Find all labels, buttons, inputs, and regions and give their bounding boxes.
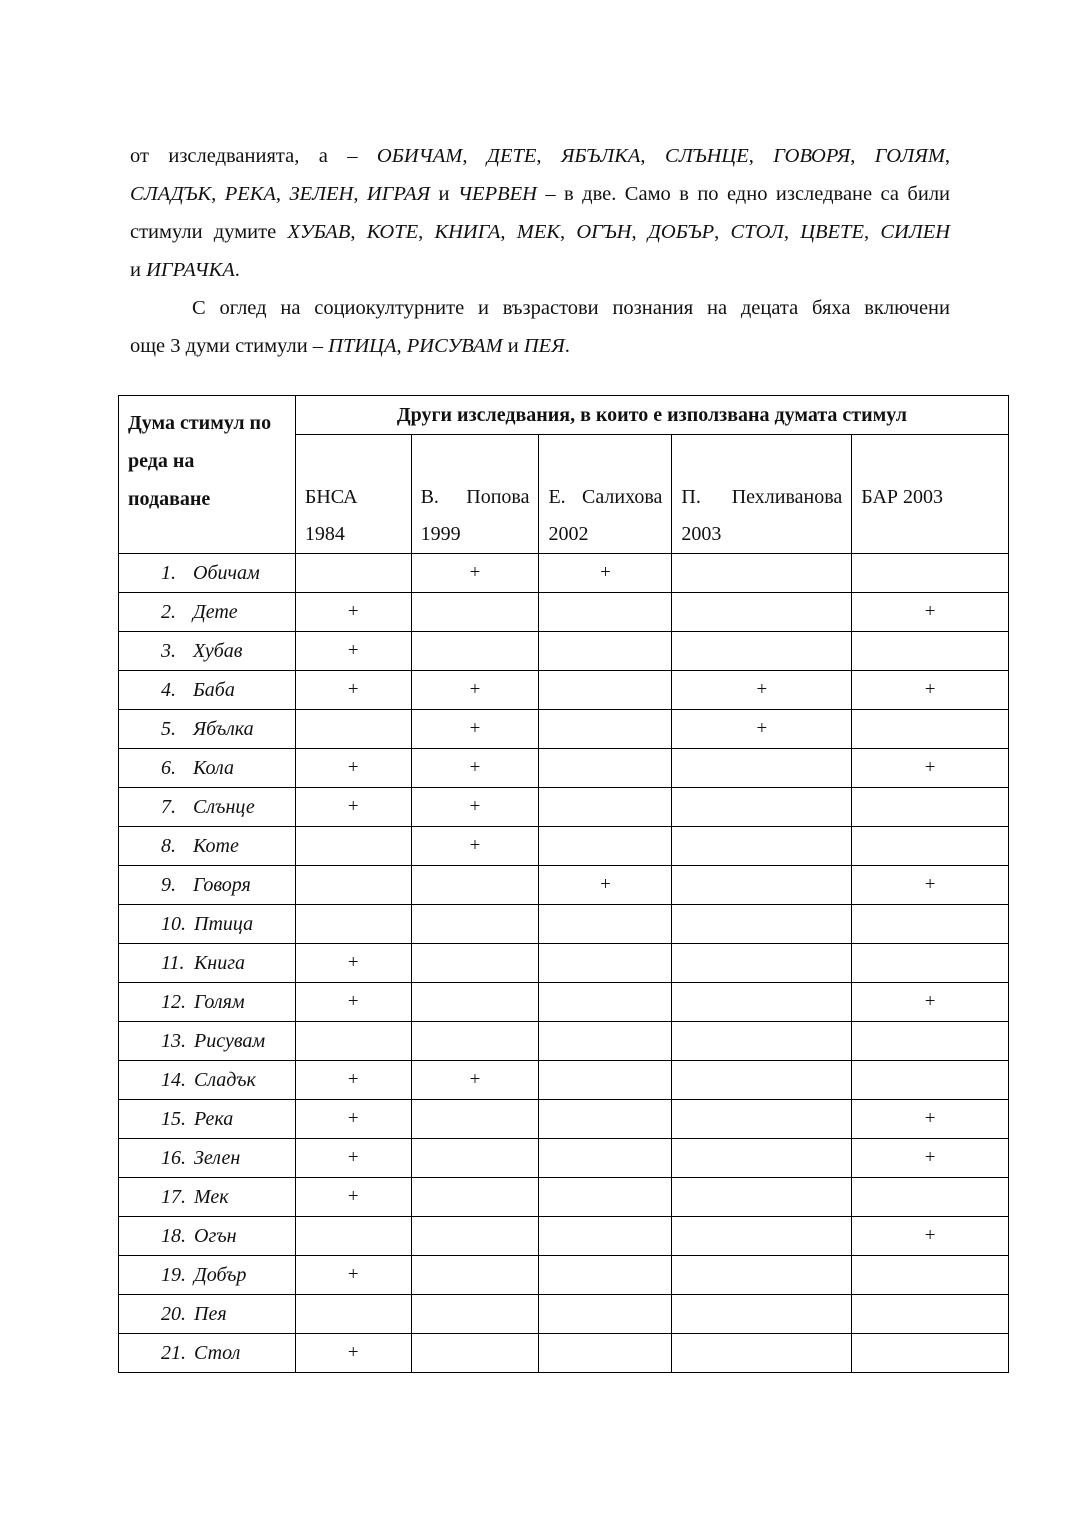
table-row xyxy=(119,1217,1009,1256)
usage-mark-cell: + xyxy=(539,866,672,905)
table-header-row xyxy=(119,396,1009,435)
stimulus-word-cell xyxy=(119,983,296,1022)
stimulus-word-cell xyxy=(119,1061,296,1100)
table-row xyxy=(119,554,1009,593)
italic-word: ХУБАВ xyxy=(287,221,351,243)
text-run: , xyxy=(640,145,665,167)
usage-mark-cell: + xyxy=(411,671,539,710)
empty-cell xyxy=(852,710,1009,749)
stimulus-word: Кола xyxy=(193,756,234,779)
empty-cell xyxy=(411,944,539,983)
header-line: реда на xyxy=(128,450,195,472)
text-run: и xyxy=(430,183,458,205)
italic-word: ГОВОРЯ xyxy=(773,145,851,167)
empty-cell xyxy=(295,1295,411,1334)
text-run: , xyxy=(850,145,875,167)
table-row xyxy=(119,749,1009,788)
stimulus-word: Хубав xyxy=(193,639,243,662)
usage-mark-cell: + xyxy=(852,593,1009,632)
table-row xyxy=(119,905,1009,944)
stimulus-word-cell xyxy=(119,710,296,749)
stimulus-word-cell xyxy=(119,827,296,866)
table-row xyxy=(119,632,1009,671)
empty-cell xyxy=(539,1217,672,1256)
italic-word: КОТЕ xyxy=(366,221,419,243)
empty-cell xyxy=(539,1100,672,1139)
row-number: 16. xyxy=(161,1146,186,1169)
stimulus-word: Сладък xyxy=(194,1068,256,1091)
italic-word: ГОЛЯМ xyxy=(874,145,945,167)
column-header-source xyxy=(539,435,672,554)
empty-cell xyxy=(411,905,539,944)
italic-word: СИЛЕН xyxy=(880,221,951,243)
source-year: 1984 xyxy=(304,523,345,545)
text-run: , xyxy=(353,183,367,205)
text-run: , xyxy=(559,221,577,243)
empty-cell xyxy=(672,593,852,632)
italic-word: ЗЕЛЕН xyxy=(289,183,354,205)
table-row xyxy=(119,671,1009,710)
header-line: подаване xyxy=(128,488,211,510)
empty-cell xyxy=(852,554,1009,593)
text-run: , xyxy=(536,145,561,167)
empty-cell xyxy=(672,866,852,905)
stimulus-word-cell xyxy=(119,1256,296,1295)
text-run: , xyxy=(500,221,517,243)
empty-cell xyxy=(852,1022,1009,1061)
text-run: , xyxy=(462,145,487,167)
usage-mark-cell: + xyxy=(672,710,852,749)
text-run: С оглед на социокултурните и възрастови познания на децата бяха включени xyxy=(192,297,950,319)
empty-cell xyxy=(295,827,411,866)
usage-mark-cell: + xyxy=(852,1139,1009,1178)
empty-cell xyxy=(539,944,672,983)
column-header-word xyxy=(119,396,296,554)
usage-mark-cell: + xyxy=(295,788,411,827)
usage-mark-cell: + xyxy=(295,1100,411,1139)
row-number: 10. xyxy=(161,912,186,935)
empty-cell xyxy=(411,1139,539,1178)
empty-cell xyxy=(672,554,852,593)
table-row xyxy=(119,827,1009,866)
empty-cell xyxy=(852,905,1009,944)
usage-mark-cell: + xyxy=(295,944,411,983)
source-name: В. Попова xyxy=(420,486,530,508)
italic-word: ИГРАЯ xyxy=(366,183,431,205)
row-number: 21. xyxy=(161,1341,186,1364)
empty-cell xyxy=(411,1295,539,1334)
stimulus-word: Коте xyxy=(193,834,239,857)
stimulus-word: Слънце xyxy=(193,795,255,818)
empty-cell xyxy=(852,788,1009,827)
empty-cell xyxy=(672,1217,852,1256)
empty-cell xyxy=(295,1022,411,1061)
table-row xyxy=(119,788,1009,827)
text-run: . xyxy=(564,335,570,357)
row-number: 14. xyxy=(161,1068,186,1091)
empty-cell xyxy=(411,866,539,905)
empty-cell xyxy=(672,632,852,671)
usage-mark-cell: + xyxy=(852,866,1009,905)
empty-cell xyxy=(295,866,411,905)
italic-word: РЕКА xyxy=(224,183,276,205)
stimulus-word: Баба xyxy=(193,678,235,701)
usage-mark-cell: + xyxy=(539,554,672,593)
empty-cell xyxy=(539,1061,672,1100)
text-run: и xyxy=(130,259,147,281)
usage-mark-cell: + xyxy=(295,1334,411,1373)
empty-cell xyxy=(852,944,1009,983)
usage-mark-cell: + xyxy=(411,827,539,866)
usage-mark-cell: + xyxy=(295,671,411,710)
text-run: , xyxy=(748,145,774,167)
stimulus-word-cell xyxy=(119,1178,296,1217)
text-run: от изследванията, а – xyxy=(130,145,377,167)
paragraph-line xyxy=(130,289,950,327)
text-run: , xyxy=(275,183,290,205)
empty-cell xyxy=(672,1256,852,1295)
paragraph-line xyxy=(130,251,950,289)
column-header-source xyxy=(295,435,411,554)
stimulus-word: Пея xyxy=(194,1302,227,1325)
text-run: , xyxy=(631,221,648,243)
empty-cell xyxy=(539,1022,672,1061)
paragraph-stimulus-frequency xyxy=(130,137,950,289)
stimulus-word-cell xyxy=(119,593,296,632)
row-number: 15. xyxy=(161,1107,186,1130)
stimulus-word-cell xyxy=(119,671,296,710)
row-number: 9. xyxy=(161,873,176,896)
italic-word: СТОЛ xyxy=(730,221,784,243)
row-number: 7. xyxy=(161,795,176,818)
empty-cell xyxy=(672,1295,852,1334)
text-run: още 3 думи стимули – xyxy=(130,335,329,357)
usage-mark-cell: + xyxy=(295,593,411,632)
row-number: 5. xyxy=(161,717,176,740)
row-number: 18. xyxy=(161,1224,186,1247)
row-number: 12. xyxy=(161,990,186,1013)
stimulus-word-cell xyxy=(119,1139,296,1178)
source-name: П. Пехливанова xyxy=(681,486,843,508)
column-header-source xyxy=(672,435,852,554)
header-line: Дума стимул по xyxy=(128,412,272,434)
empty-cell xyxy=(295,905,411,944)
usage-mark-cell: + xyxy=(411,749,539,788)
row-number: 6. xyxy=(161,756,176,779)
empty-cell xyxy=(672,827,852,866)
empty-cell xyxy=(672,788,852,827)
usage-mark-cell: + xyxy=(295,749,411,788)
empty-cell xyxy=(411,983,539,1022)
row-number: 11. xyxy=(161,951,185,974)
table-row xyxy=(119,866,1009,905)
empty-cell xyxy=(295,710,411,749)
empty-cell xyxy=(411,1100,539,1139)
usage-mark-cell: + xyxy=(295,1061,411,1100)
paragraph-line xyxy=(130,137,950,175)
italic-word: ИГРАЧКА xyxy=(146,259,235,281)
stimulus-word-cell xyxy=(119,1334,296,1373)
stimulus-word-cell xyxy=(119,1217,296,1256)
table-row xyxy=(119,593,1009,632)
table-row xyxy=(119,983,1009,1022)
table-row xyxy=(119,1334,1009,1373)
usage-mark-cell: + xyxy=(411,1061,539,1100)
empty-cell xyxy=(539,1334,672,1373)
stimulus-word-cell xyxy=(119,1295,296,1334)
table-row xyxy=(119,944,1009,983)
stimulus-word: Книга xyxy=(194,951,246,974)
empty-cell xyxy=(672,1139,852,1178)
empty-cell xyxy=(852,1334,1009,1373)
stimulus-word: Мек xyxy=(194,1185,229,1208)
empty-cell xyxy=(295,554,411,593)
italic-word: РИСУВАМ xyxy=(406,335,503,357)
empty-cell xyxy=(539,827,672,866)
empty-cell xyxy=(672,983,852,1022)
usage-mark-cell: + xyxy=(411,788,539,827)
usage-mark-cell: + xyxy=(852,983,1009,1022)
stimulus-word-cell xyxy=(119,554,296,593)
text-run: , xyxy=(350,221,367,243)
empty-cell xyxy=(852,632,1009,671)
column-header-source xyxy=(852,435,1009,554)
stimulus-word: Рисувам xyxy=(194,1029,266,1052)
empty-cell xyxy=(672,1022,852,1061)
row-number: 2. xyxy=(161,600,176,623)
italic-word: ЦВЕТЕ xyxy=(800,221,864,243)
source-name: Е. Салихова xyxy=(548,486,663,508)
empty-cell xyxy=(672,1061,852,1100)
empty-cell xyxy=(411,1217,539,1256)
row-number: 17. xyxy=(161,1185,186,1208)
row-number: 8. xyxy=(161,834,176,857)
text-run: , xyxy=(396,335,407,357)
usage-mark-cell: + xyxy=(295,1178,411,1217)
stimulus-word: Река xyxy=(194,1107,234,1130)
row-number: 19. xyxy=(161,1263,186,1286)
source-name: БАР 2003 xyxy=(861,486,944,508)
stimulus-words-table xyxy=(118,395,1009,1373)
stimulus-word: Стол xyxy=(194,1341,241,1364)
row-number: 4. xyxy=(161,678,176,701)
usage-mark-cell: + xyxy=(852,749,1009,788)
table-row xyxy=(119,1178,1009,1217)
text-run: . xyxy=(234,259,240,281)
source-year: 2003 xyxy=(681,523,722,545)
empty-cell xyxy=(411,1256,539,1295)
empty-cell xyxy=(539,905,672,944)
paragraph-additional-stimuli xyxy=(130,289,950,365)
stimulus-word: Дете xyxy=(193,600,238,623)
row-number: 1. xyxy=(161,561,176,584)
empty-cell xyxy=(539,983,672,1022)
usage-mark-cell: + xyxy=(411,710,539,749)
text-run: – в две. Само в по едно изследване са били xyxy=(536,183,951,205)
table-row xyxy=(119,1100,1009,1139)
text-run: , xyxy=(944,145,951,167)
stimulus-word: Добър xyxy=(194,1263,247,1286)
empty-cell xyxy=(852,1061,1009,1100)
stimulus-word-cell xyxy=(119,632,296,671)
empty-cell xyxy=(539,1256,672,1295)
empty-cell xyxy=(852,1295,1009,1334)
text-run: , xyxy=(783,221,801,243)
empty-cell xyxy=(411,632,539,671)
table-row xyxy=(119,1022,1009,1061)
empty-cell xyxy=(295,1217,411,1256)
table-row xyxy=(119,1139,1009,1178)
usage-mark-cell: + xyxy=(295,1256,411,1295)
empty-cell xyxy=(411,1178,539,1217)
source-year: 2002 xyxy=(548,523,589,545)
empty-cell xyxy=(672,749,852,788)
usage-mark-cell: + xyxy=(852,671,1009,710)
empty-cell xyxy=(411,1022,539,1061)
paragraph-line xyxy=(130,327,950,365)
table-row xyxy=(119,1295,1009,1334)
stimulus-word-cell xyxy=(119,944,296,983)
source-year: 1999 xyxy=(420,523,461,545)
usage-mark-cell: + xyxy=(295,983,411,1022)
italic-word: ПЕЯ xyxy=(523,335,565,357)
italic-word: ДОБЪР xyxy=(647,221,715,243)
italic-word: ОГЪН xyxy=(576,221,632,243)
stimulus-word: Зелен xyxy=(194,1146,241,1169)
stimulus-word: Птица xyxy=(194,912,254,935)
stimulus-word: Обичам xyxy=(193,561,260,584)
empty-cell xyxy=(539,1139,672,1178)
empty-cell xyxy=(672,905,852,944)
stimulus-word-cell xyxy=(119,1100,296,1139)
empty-cell xyxy=(539,749,672,788)
stimulus-word: Голям xyxy=(194,990,245,1013)
stimulus-word-cell xyxy=(119,749,296,788)
row-number: 20. xyxy=(161,1302,186,1325)
usage-mark-cell: + xyxy=(672,671,852,710)
stimulus-word: Говоря xyxy=(193,873,251,896)
usage-mark-cell: + xyxy=(852,1217,1009,1256)
empty-cell xyxy=(411,593,539,632)
column-header-source xyxy=(411,435,539,554)
table-row xyxy=(119,1256,1009,1295)
stimulus-word: Ябълка xyxy=(193,717,254,740)
italic-word: МЕК xyxy=(516,221,560,243)
empty-cell xyxy=(539,671,672,710)
italic-word: ПТИЦА xyxy=(328,335,397,357)
table-row xyxy=(119,1061,1009,1100)
text-run: стимули думите xyxy=(130,221,288,243)
stimulus-word-cell xyxy=(119,788,296,827)
text-run: , xyxy=(418,221,435,243)
row-number: 3. xyxy=(161,639,176,662)
italic-word: СЛАДЪК xyxy=(130,183,212,205)
empty-cell xyxy=(539,1178,672,1217)
empty-cell xyxy=(672,1100,852,1139)
text-run: , xyxy=(863,221,881,243)
usage-mark-cell: + xyxy=(411,554,539,593)
usage-mark-cell: + xyxy=(852,1100,1009,1139)
empty-cell xyxy=(539,788,672,827)
empty-cell xyxy=(852,1256,1009,1295)
paragraph-line xyxy=(130,175,950,213)
italic-word: СЛЪНЦЕ xyxy=(664,145,749,167)
source-name: БНСА xyxy=(304,486,358,508)
empty-cell xyxy=(672,1334,852,1373)
empty-cell xyxy=(852,827,1009,866)
empty-cell xyxy=(539,1295,672,1334)
text-run: и xyxy=(502,335,524,357)
italic-word: КНИГА xyxy=(434,221,501,243)
usage-mark-cell: + xyxy=(295,1139,411,1178)
stimulus-word-cell xyxy=(119,1022,296,1061)
empty-cell xyxy=(539,632,672,671)
stimulus-word-cell xyxy=(119,905,296,944)
italic-word: ОБИЧАМ xyxy=(376,145,463,167)
empty-cell xyxy=(411,1334,539,1373)
usage-mark-cell: + xyxy=(295,632,411,671)
stimulus-word: Огън xyxy=(194,1224,237,1247)
table-row xyxy=(119,710,1009,749)
text-run: , xyxy=(714,221,731,243)
italic-word: ЯБЪЛКА xyxy=(560,145,641,167)
text-run: , xyxy=(211,183,225,205)
column-header-other-studies: Други изследвания, в които е използвана думата стимул xyxy=(295,396,1008,435)
paragraph-line xyxy=(130,213,950,251)
empty-cell xyxy=(539,710,672,749)
italic-word: ЧЕРВЕН xyxy=(457,183,537,205)
empty-cell xyxy=(672,1178,852,1217)
empty-cell xyxy=(672,944,852,983)
stimulus-word-cell xyxy=(119,866,296,905)
italic-word: ДЕТЕ xyxy=(486,145,537,167)
empty-cell xyxy=(852,1178,1009,1217)
empty-cell xyxy=(539,593,672,632)
row-number: 13. xyxy=(161,1029,186,1052)
